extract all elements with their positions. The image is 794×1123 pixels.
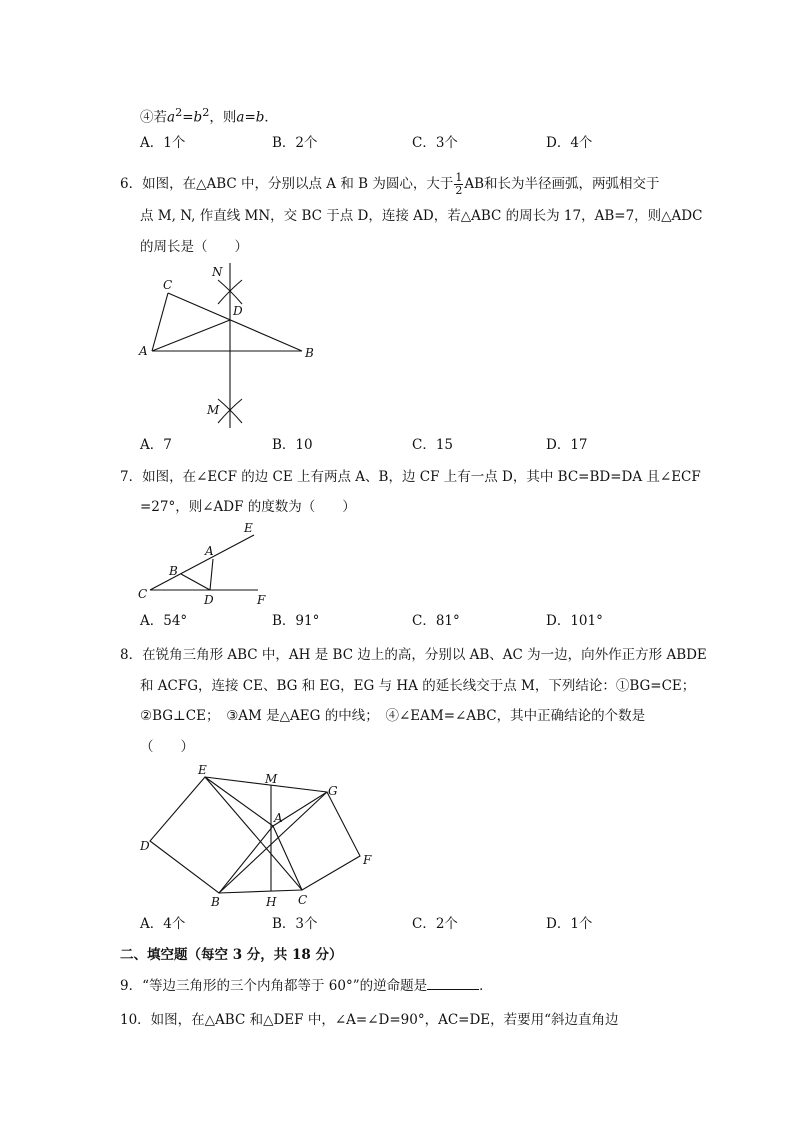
q6-stem-line2: 点 M, N, 作直线 MN，交 BC 于点 D，连接 AD，若△ABC 的周长为 17，AB=7，则△ADC: [140, 208, 703, 224]
section-2-heading: 二、填空题（每空 3 分，共 18 分）: [120, 947, 343, 963]
q8-stem-line4: （ ）: [140, 739, 194, 755]
q6-label-m: M: [207, 403, 220, 417]
q8-label-b: B: [211, 895, 220, 909]
q9-answer-blank[interactable]: [427, 977, 479, 990]
q6-stem-line3: 的周长是（ ）: [140, 239, 248, 255]
q8-side-bc: [219, 890, 302, 893]
q7-stem-line2: =27°，则∠ADF 的度数为（ ）: [140, 499, 356, 515]
q8-label-d: D: [140, 839, 150, 853]
q6-side-ca: [152, 293, 168, 351]
q6-figure: [130, 258, 330, 433]
q6-option-b: B．10: [272, 437, 313, 453]
q7-option-a: A．54°: [140, 613, 188, 629]
q8-label-h: H: [266, 895, 277, 909]
q7-option-d: D．101°: [546, 613, 603, 629]
q7-label-f: F: [257, 593, 266, 607]
q5-option-c: C．3个: [412, 135, 458, 151]
q7-ray-ce: [150, 535, 254, 590]
q8-option-a: A．4个: [140, 916, 186, 932]
q6-option-a: A．7: [140, 437, 172, 453]
q7-segment-bd: [181, 574, 210, 590]
q6-label-n: N: [212, 265, 223, 279]
q5-option-d: D．4个: [546, 135, 593, 151]
q6-segment-ad: [152, 320, 230, 351]
q7-option-c: C．81°: [412, 613, 460, 629]
q7-label-e: E: [244, 521, 253, 535]
q8-stem-line3: ②BG⊥CE； ③AM 是△AEG 的中线； ④∠EAM=∠ABC，其中正确结论的个数是: [140, 708, 646, 724]
q7-figure: [132, 518, 272, 608]
q5-option-a: A．1个: [140, 135, 186, 151]
q8-label-m: M: [265, 772, 278, 786]
q8-stem-line1: 8．在锐角三角形 ABC 中，AH 是 BC 边上的高，分别以 AB、AC 为一边，向外作正方形 ABDE: [120, 647, 707, 663]
q7-label-a: A: [205, 544, 214, 558]
q7-option-b: B．91°: [272, 613, 320, 629]
q7-segment-da: [210, 559, 213, 590]
q8-option-c: C．2个: [412, 916, 458, 932]
q8-option-d: D．1个: [546, 916, 593, 932]
q7-stem-line1: 7．如图，在∠ECF 的边 CE 上有两点 A、B，边 CF 上有一点 D，其中 BC=BD=DA 且∠ECF: [120, 469, 701, 485]
q8-figure: [130, 760, 380, 915]
q5-item4: ④若$a^2=b^2$，则a=b．: [140, 106, 278, 126]
q8-label-f: F: [363, 853, 372, 867]
q8-label-c: C: [298, 893, 308, 907]
q6-option-d: D．17: [546, 437, 588, 453]
q6-stem-line1: 6．如图，在△ABC 中，分别以点 A 和 B 为圆心，大于 $\frac{1}{2}$ AB和长为半径画弧，两弧相交于: [120, 171, 660, 197]
q8-label-e: E: [198, 763, 207, 777]
q5-option-b: B．2个: [272, 135, 318, 151]
q8-label-g: G: [328, 784, 338, 798]
q6-fraction: $\frac{1}{2}$: [455, 171, 463, 197]
q8-option-b: B．3个: [272, 916, 318, 932]
q7-label-b: B: [169, 564, 178, 578]
q10-stem: 10．如图，在△ABC 和△DEF 中，∠A=∠D=90°，AC=DE，若要用“斜边直角边: [120, 1012, 619, 1028]
q8-segment-bg: [219, 792, 327, 893]
q9-stem: 9．“等边三角形的三个内角都等于 60°”的逆命题是 ．: [120, 978, 493, 994]
q6-label-c: C: [163, 278, 173, 292]
q7-label-d: D: [204, 593, 214, 607]
q6-label-b: B: [305, 346, 314, 360]
q6-side-cb: [168, 293, 302, 351]
q6-label-a: A: [139, 344, 148, 358]
q8-segment-ce: [205, 777, 302, 890]
q8-label-a: A: [274, 811, 283, 825]
q7-label-c: C: [138, 587, 148, 601]
q6-option-c: C．15: [412, 437, 454, 453]
q6-label-d: D: [233, 304, 243, 318]
q8-square-acfg: [273, 792, 360, 890]
q8-stem-line2: 和 ACFG，连接 CE、BG 和 EG，EG 与 HA 的延长线交于点 M，下列结论：①BG=CE；: [140, 678, 696, 694]
